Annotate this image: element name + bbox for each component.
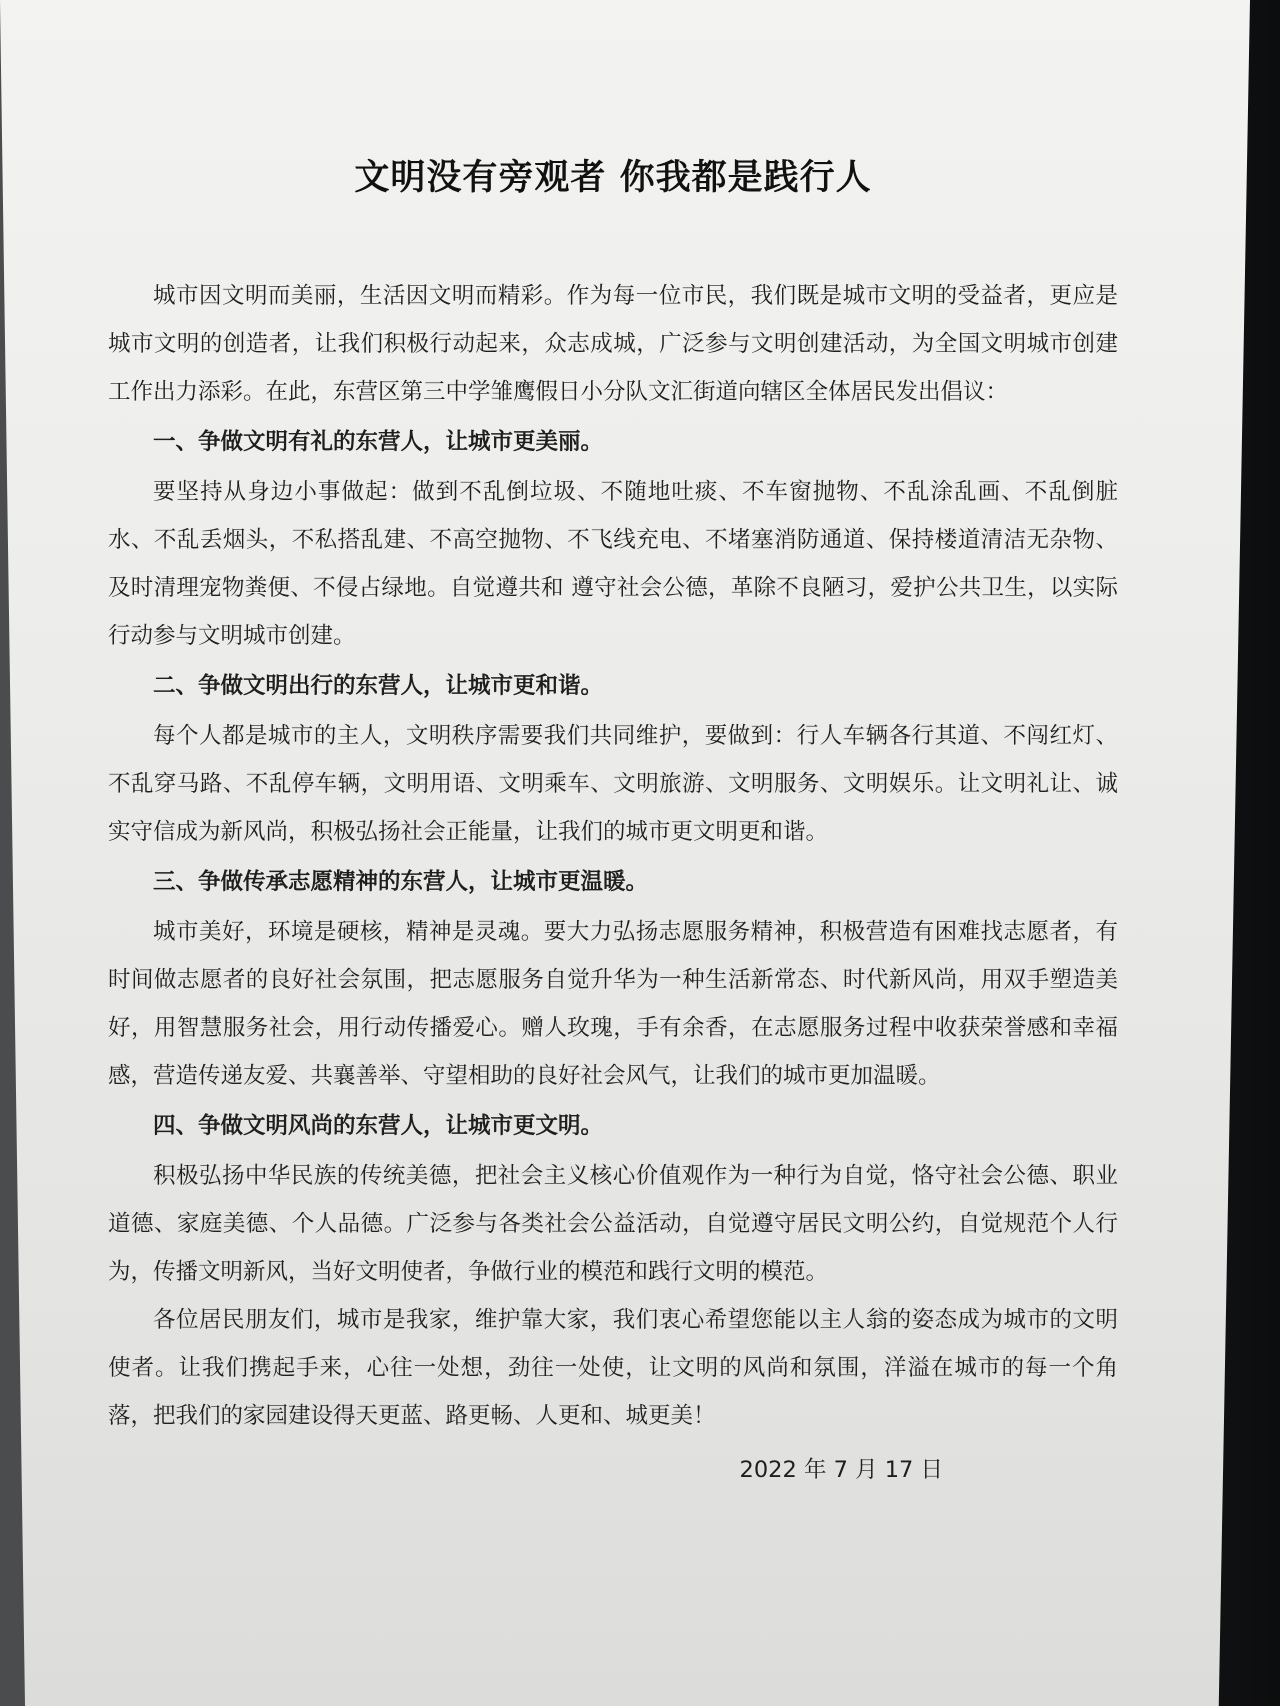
section-body: 要坚持从身边小事做起：做到不乱倒垃圾、不随地吐痰、不车窗抛物、不乱涂乱画、不乱倒脏水、不乱丢烟头，不私搭乱建、不高空抛物、不飞线充电、不堵塞消防通道、保持楼道清洁无杂物、及时清理宠物粪便、不侵占绿地。自觉遵共和 遵守社会公德，革除不良陋习，爱护公共卫生，以实际行动参与文明城市创建。	[108, 479, 1118, 649]
section-body: 城市美好，环境是硬核，精神是灵魂。要大力弘扬志愿服务精神，积极营造有困难找志愿者，有时间做志愿者的良好社会氛围，把志愿服务自觉升华为一种生活新常态、时代新风尚，用双手塑造美好，用智慧服务社会，用行动传播爱心。赠人玫瑰，手有余香，在志愿服务过程中收获荣誉感和幸福感，营造传递友爱、共襄善举、守望相助的良好社会风气，让我们的城市更加温暖。	[108, 919, 1118, 1089]
section-heading: 三、争做传承志愿精神的东营人，让城市更温暖。	[153, 869, 649, 895]
section-heading: 二、争做文明出行的东营人，让城市更和谐。	[153, 673, 604, 699]
closing-paragraph: 各位居民朋友们，城市是我家，维护靠大家，我们衷心希望您能以主人翁的姿态成为城市的文明使者。让我们携起手来，心往一处想，劲往一处使，让文明的风尚和氛围，洋溢在城市的每一个角落，把我们的家园建设得天更蓝、路更畅、人更和、城更美！	[108, 1307, 1118, 1429]
section-heading: 四、争做文明风尚的东营人，让城市更文明。	[153, 1113, 604, 1139]
document-date: 2022 年 7 月 17 日	[739, 1457, 943, 1483]
document-title: 文明没有旁观者 你我都是践行人	[354, 158, 872, 198]
notice-document	[108, 150, 1118, 1494]
section-body: 每个人都是城市的主人，文明秩序需要我们共同维护，要做到：行人车辆各行其道、不闯红灯、不乱穿马路、不乱停车辆，文明用语、文明乘车、文明旅游、文明服务、文明娱乐。让文明礼让、诚实守信成为新风尚，积极弘扬社会正能量，让我们的城市更文明更和谐。	[108, 723, 1118, 845]
section-heading: 一、争做文明有礼的东营人，让城市更美丽。	[153, 429, 604, 455]
intro-paragraph: 城市因文明而美丽，生活因文明而精彩。作为每一位市民，我们既是城市文明的受益者，更应是城市文明的创造者，让我们积极行动起来，众志成城，广泛参与文明创建活动，为全国文明城市创建工作出力添彩。在此，东营区第三中学雏鹰假日小分队文汇街道向辖区全体居民发出倡议：	[108, 283, 1118, 405]
section-body: 积极弘扬中华民族的传统美德，把社会主义核心价值观作为一种行为自觉，恪守社会公德、职业道德、家庭美德、个人品德。广泛参与各类社会公益活动，自觉遵守居民文明公约，自觉规范个人行为，传播文明新风，当好文明使者，争做行业的模范和践行文明的模范。	[108, 1163, 1118, 1285]
